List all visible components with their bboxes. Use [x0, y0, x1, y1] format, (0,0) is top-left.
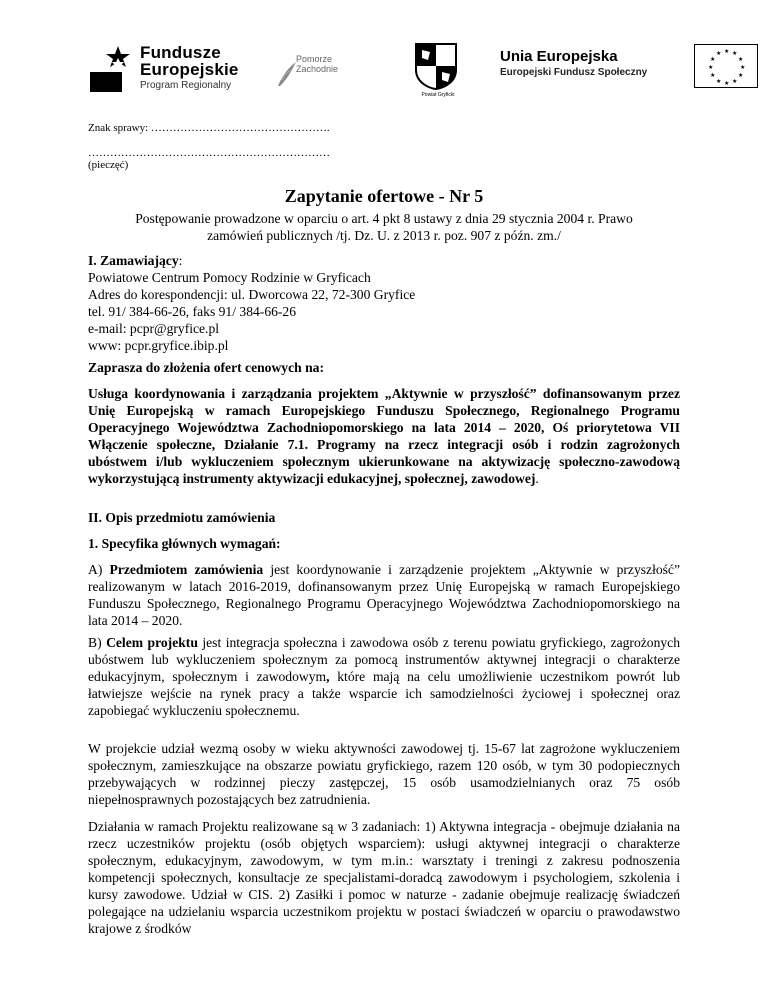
unia-europejska-logo: [500, 44, 746, 94]
svg-text:★: ★: [738, 56, 744, 63]
svg-text:★: ★: [716, 78, 722, 85]
section-1-heading: I. Zamawiający: [88, 253, 179, 268]
pz-line2: Zachodnie: [296, 64, 339, 74]
service-description-end: .: [535, 471, 539, 486]
paragraph-c: Działania w ramach Projektu realizowane są w 3 zadaniach: 1) Aktywna integracja - obejmuje działania na rzecz uczestników projektu (osób objętych wsparciem): usługi aktywnej integracji o charakterze społecznym, edukacyjnym, zawodowym, w tym m.in.: warsztaty i treningi z zakresu podnoszenia kompetencji społecznych, konsultacje ze specjalistami-doradcą zawodowym i psychologiem, szkolenia i kursy zawodowe. Udział w CIS. 2) Zasiłki i pomoc w naturze - zadanie obejmuje realizację świadczeń polegające na udzielaniu wsparcia uczestnikom projektu w postaci świadczeń w oparciu o prawodawstwo krajowe z środków: [88, 819, 680, 936]
stamp-label: (pieczęć): [88, 159, 129, 171]
paragraph-a: [88, 561, 680, 629]
ue-text-block: [500, 48, 647, 80]
svg-text:★: ★: [710, 56, 716, 63]
paragraph-b-text1: jest integracja społeczna i zawodowa osób z terenu powiatu gryfickiego, zagrożonych ubóstwem lub wykluczeniem społecznym za pomocą instrumentów aktywnej integracji o charakterze edukacyjnym, społecznym i zawodowym: [88, 635, 680, 684]
svg-text:★: ★: [710, 72, 716, 79]
fe-line1: Fundusze: [140, 43, 221, 62]
paragraph-a-prefix: A): [88, 562, 110, 577]
svg-text:★: ★: [738, 72, 744, 79]
fe-line2: Europejskie: [140, 60, 239, 79]
case-number-line: Znak sprawy: ………………………………………….: [88, 122, 330, 134]
zamawiajacy-email: e-mail: pcpr@gryfice.pl: [88, 321, 220, 336]
section-1-heading-line: [88, 252, 680, 269]
section-1-block: [88, 252, 680, 354]
service-description-bold: Usługa koordynowania i zarządzania projektem „Aktywnie w przyszłość” dofinansowanym przez Unię Europejską w ramach Europejskiego Funduszu Społecznego, Regionalnego Programu Operacyjnego Województwa Zachodniopomorskiego na lata 2014 – 2020, Oś priorytetowa VII Włączenie społeczne, Działanie 7.1. Programy na rzecz integracji osób i rodzin zagrożonych ubóstwem i/lub wykluczeniem społecznym ukierunkowane na aktywizację społeczno-zawodową wykorzystującą instrumenty aktywizacji edukacyjnej, społecznej, zawodowej: [88, 386, 680, 486]
powiat-gryficki-logo: [414, 42, 458, 100]
section-1-heading-colon: :: [178, 253, 183, 268]
paragraph-a-bold: Przedmiotem zamówienia: [109, 562, 264, 577]
eu-flag-icon: [694, 44, 758, 88]
fe-line3: Program Regionalny: [140, 80, 232, 91]
svg-text:★: ★: [732, 78, 738, 85]
section-2-sub1: 1. Specyfika głównych wymagań:: [88, 536, 281, 551]
paragraph-b-text2: które mają na celu umożliwienie uczestnikom powrót lub łatwiejsze wejście na rynek pracy a także wsparcie ich samodzielności życiowej i społecznej oraz zapobiegać wykluczeniu społecznemu.: [88, 669, 680, 718]
paragraph-b-prefix: B): [88, 635, 107, 650]
pz-line1: Pomorze: [296, 54, 333, 64]
fe-star-icon: [88, 44, 134, 94]
svg-text:★: ★: [740, 64, 746, 71]
svg-text:★: ★: [724, 48, 730, 55]
section-2-heading: II. Opis przedmiotu zamówienia: [88, 510, 276, 525]
stamp-dots: …………………………………………………………: [88, 147, 330, 159]
ue-line1: Unia Europejska: [500, 48, 618, 65]
paragraph-b: [88, 634, 680, 719]
ue-line2: Europejski Fundusz Społeczny: [500, 67, 648, 78]
griffin-leaf-icon: [276, 58, 298, 88]
coat-of-arms-icon: [414, 42, 458, 90]
logo-bar: [88, 40, 746, 102]
fe-text-block: [140, 44, 239, 94]
zamawiajacy-name: Powiatowe Centrum Pomocy Rodzinie w Gryficach: [88, 270, 371, 285]
invite-heading: Zaprasza do złożenia ofert cenowych na:: [88, 360, 324, 375]
svg-text:★: ★: [716, 50, 722, 57]
pg-caption: Powiat Gryficki: [421, 92, 455, 98]
zamawiajacy-www: www: pcpr.gryfice.ibip.pl: [88, 338, 229, 353]
document-subtitle: Postępowanie prowadzone w oparciu o art. 4 pkt 8 ustawy z dnia 29 stycznia 2004 r. Prawo zamówień publicznych /tj. Dz. U. z 2013 r. poz. 907 z późn. zm./: [135, 211, 633, 243]
service-description: [88, 385, 680, 487]
svg-text:★: ★: [732, 50, 738, 57]
document-title: Zapytanie ofertowe - Nr 5: [284, 186, 484, 206]
svg-text:★: ★: [724, 80, 730, 87]
fundusze-europejskie-logo: [88, 40, 248, 100]
pomorze-zachodnie-logo: [276, 50, 356, 92]
zamawiajacy-address: Adres do korespondencji: ul. Dworcowa 22, 72-300 Gryfice: [88, 287, 416, 302]
paragraph-b-bold: Celem projektu: [106, 635, 198, 650]
paragraph-b-comma: ,: [326, 669, 330, 684]
zamawiajacy-phone: tel. 91/ 384-66-26, faks 91/ 384-66-26: [88, 304, 297, 319]
svg-text:★: ★: [708, 64, 714, 71]
paragraph-b2: W projekcie udział wezmą osoby w wieku aktywności zawodowej tj. 15-67 lat zagrożone wykluczeniem społecznym, zamieszkujące na obszarze powiatu gryfickiego, razem 120 osób, w tym 30 podopiecznych przebywających w rodzinnej pieczy zastępczej, 15 osób usamodzielnianych oraz 75 osób niepełnosprawnych pozostających bez zatrudnienia.: [88, 741, 680, 807]
paragraph-a-text: jest koordynowanie i zarządzenie projektem „Aktywnie w przyszłość” realizowanym w latach 2016-2019, dofinansowanym przez Unię Europejską w ramach Europejskiego Funduszu Społecznego, Regionalnego Programu Operacyjnego Województwa Zachodniopomorskiego na lata 2014 – 2020.: [88, 562, 680, 628]
pz-text-block: [296, 54, 338, 74]
